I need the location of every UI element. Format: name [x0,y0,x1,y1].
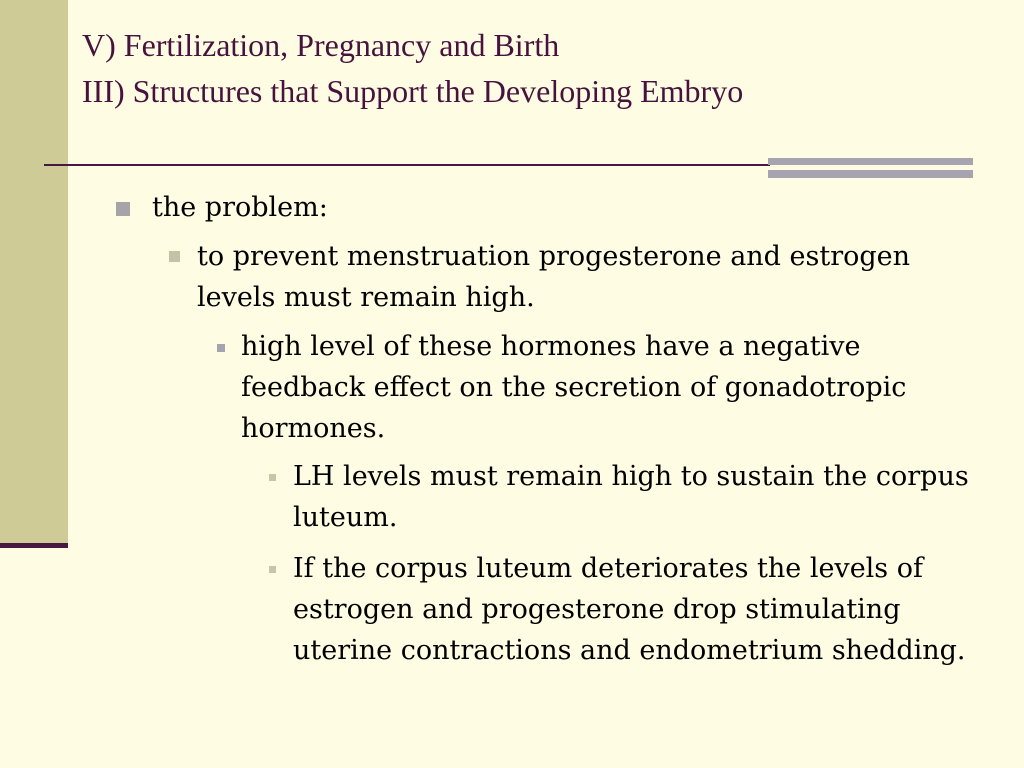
square-bullet-icon [217,344,225,352]
bullet-text: LH levels must remain high to sustain the corpus luteum. [293,461,969,533]
title-line-1: V) Fertilization, Pregnancy and Birth [82,27,560,63]
accent-bar-top [768,158,973,165]
bullet-level-2 [197,236,987,318]
accent-bar-bottom [768,170,973,178]
square-bullet-icon [116,202,130,216]
square-bullet-icon [169,251,180,262]
square-bullet-icon [269,474,276,481]
bullet-text: the problem: [152,192,328,223]
bullet-text: high level of these hormones have a negative feedback effect on the secretion of gonadotropic hormones. [241,331,907,444]
slide-title [82,22,743,114]
title-underline [44,164,770,166]
bullet-level-1 [152,188,972,228]
left-band-divider [0,543,68,548]
title-line-2: III) Structures that Support the Developing Embryo [82,73,744,109]
bullet-text: If the corpus luteum deteriorates the levels of estrogen and progesterone drop stimulating uterine contractions and endometrium shedding. [293,553,966,666]
bullet-level-3 [241,326,981,449]
bullet-text: to prevent menstruation progesterone and estrogen levels must remain high. [197,241,911,313]
bullet-level-4 [293,456,973,538]
bullet-level-4 [293,548,973,671]
accent-bars [768,158,973,180]
left-decorative-band [0,0,68,545]
square-bullet-icon [269,566,276,573]
